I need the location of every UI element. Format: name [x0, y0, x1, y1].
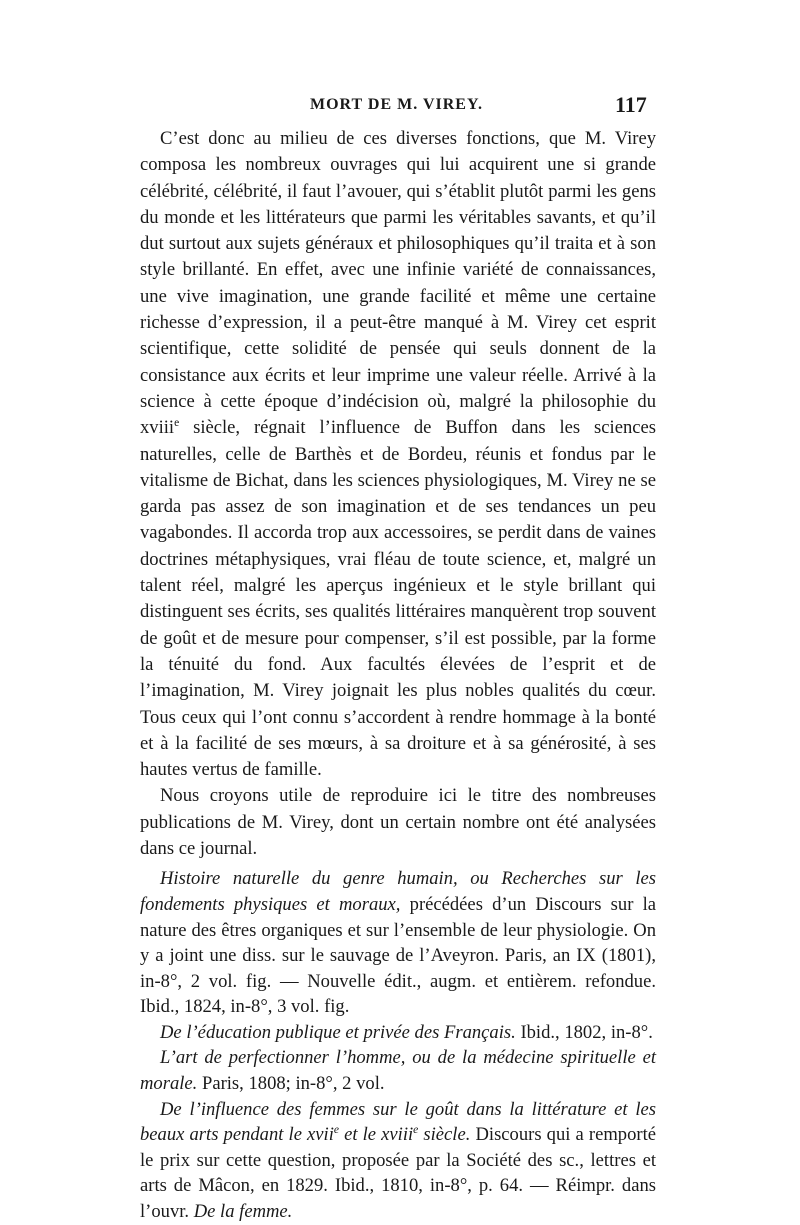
bibliography-title-2: De l’éducation publique et privée des Français. — [160, 1021, 516, 1043]
bibliography-entry-1 — [140, 866, 656, 1020]
paragraph-2: Nous croyons utile de reproduire ici le titre des nombreuses publications de M. Virey, dont un certain nombre ont été analysées dans ce journal. — [140, 785, 656, 860]
bibliography-entry-3 — [140, 1045, 656, 1096]
bibliography-title-3: L’art de perfectionner l’homme, ou de la médecine spirituelle et morale. — [140, 1047, 656, 1095]
bibliography-details-3: Paris, 1808; in-8°, 2 vol. — [201, 1073, 385, 1095]
bibliography-details-1: précédées d’un Discours sur la nature des êtres organiques et sur l’ensemble de leur physiologie. On y a joint une diss. sur le sauvage de l’Aveyron. Paris, an IX (1801), in-8°, 2 vol. fig. — Nouvelle édit., augm. et entièrem. refondue. Ibid., 1824, in-8°, 3 vol. fig. — [140, 893, 656, 1018]
bibliography-title-1: Histoire naturelle du genre humain, ou Recherches sur les fondements physiques et moraux, — [140, 868, 656, 915]
page-number: 117 — [615, 92, 647, 117]
paragraph-1: C’est donc au milieu de ces diverses fonctions, que M. Virey composa les nombreux ouvrages qui lui acquirent une si grande célébrité, célébrité, il faut l’avouer, qui s’établit plutôt parmi les gens du monde et les littérateurs que parmi les véritables savants, et qu’il dut surtout aux sujets généraux et philosophiques qu’il traita et à son style brillanté. En effet, avec une infinie variété de connaissances, une vive imagination, une grande facilité et même une certaine richesse d’expression, il a peut-être manqué à M. Virey cet esprit scientifique, cette solidité de pensée qui seuls donnent de la consistance aux écrits et leur imprime une valeur réelle. Arrivé à la science à cette époque d’indécision où, malgré la philosophie du xviii$^e$ siècle, régnait l’influence de Buffon dans les sciences naturelles, celle de Barthès et de Bordeu, réunis et fondus par le vitalisme de Bichat, dans les sciences physiologiques, M. Virey ne se garda pas assez de son imagination et de ses tendances un peu vagabondes. Il accorda trop aux accessoires, se perdit dans de vaines doctrines métaphysiques, vrai fléau de toute science, et, malgré un talent réel, malgré les aperçus ingénieux et le style brillant qui distinguent ses écrits, ses qualités littéraires manquèrent trop souvent de goût et de mesure pour compenser, s’il est possible, par la forme la ténuité du fond. Aux facultés élevées de l’esprit et de l’imagination, M. Virey joignait les plus nobles qualités du cœur. Tous ceux qui l’ont connu s’accordent à rendre hommage à la bonté et à la facilité de ses mœurs, à sa droiture et à sa générosité, à ses hautes vertus de famille. — [140, 128, 656, 781]
bibliography-entry-4 — [140, 1097, 656, 1225]
bibliography-entry-2 — [140, 1020, 656, 1046]
bibliography-title-4: De l’influence des femmes sur le goût dans la littérature et les beaux arts pendant le xvii$^e$ et le xviii$^e$ siècle. — [140, 1098, 656, 1146]
bibliography-list — [140, 866, 656, 1224]
bibliography-details-4: Discours qui a remporté le prix sur cette question, proposée par la Société des sc., lettres et arts de Mâcon, en 1829. Ibid., 1810, in-8°, p. 64. — Réimpr. dans l’ouvr. — [140, 1124, 656, 1223]
bibliography-details-2: Ibid., 1802, in-8°. — [520, 1021, 653, 1043]
running-title: MORT DE M. VIREY. — [310, 96, 484, 113]
body-text — [140, 126, 656, 1225]
bibliography-trailing-title-4: De la femme. — [193, 1201, 293, 1223]
